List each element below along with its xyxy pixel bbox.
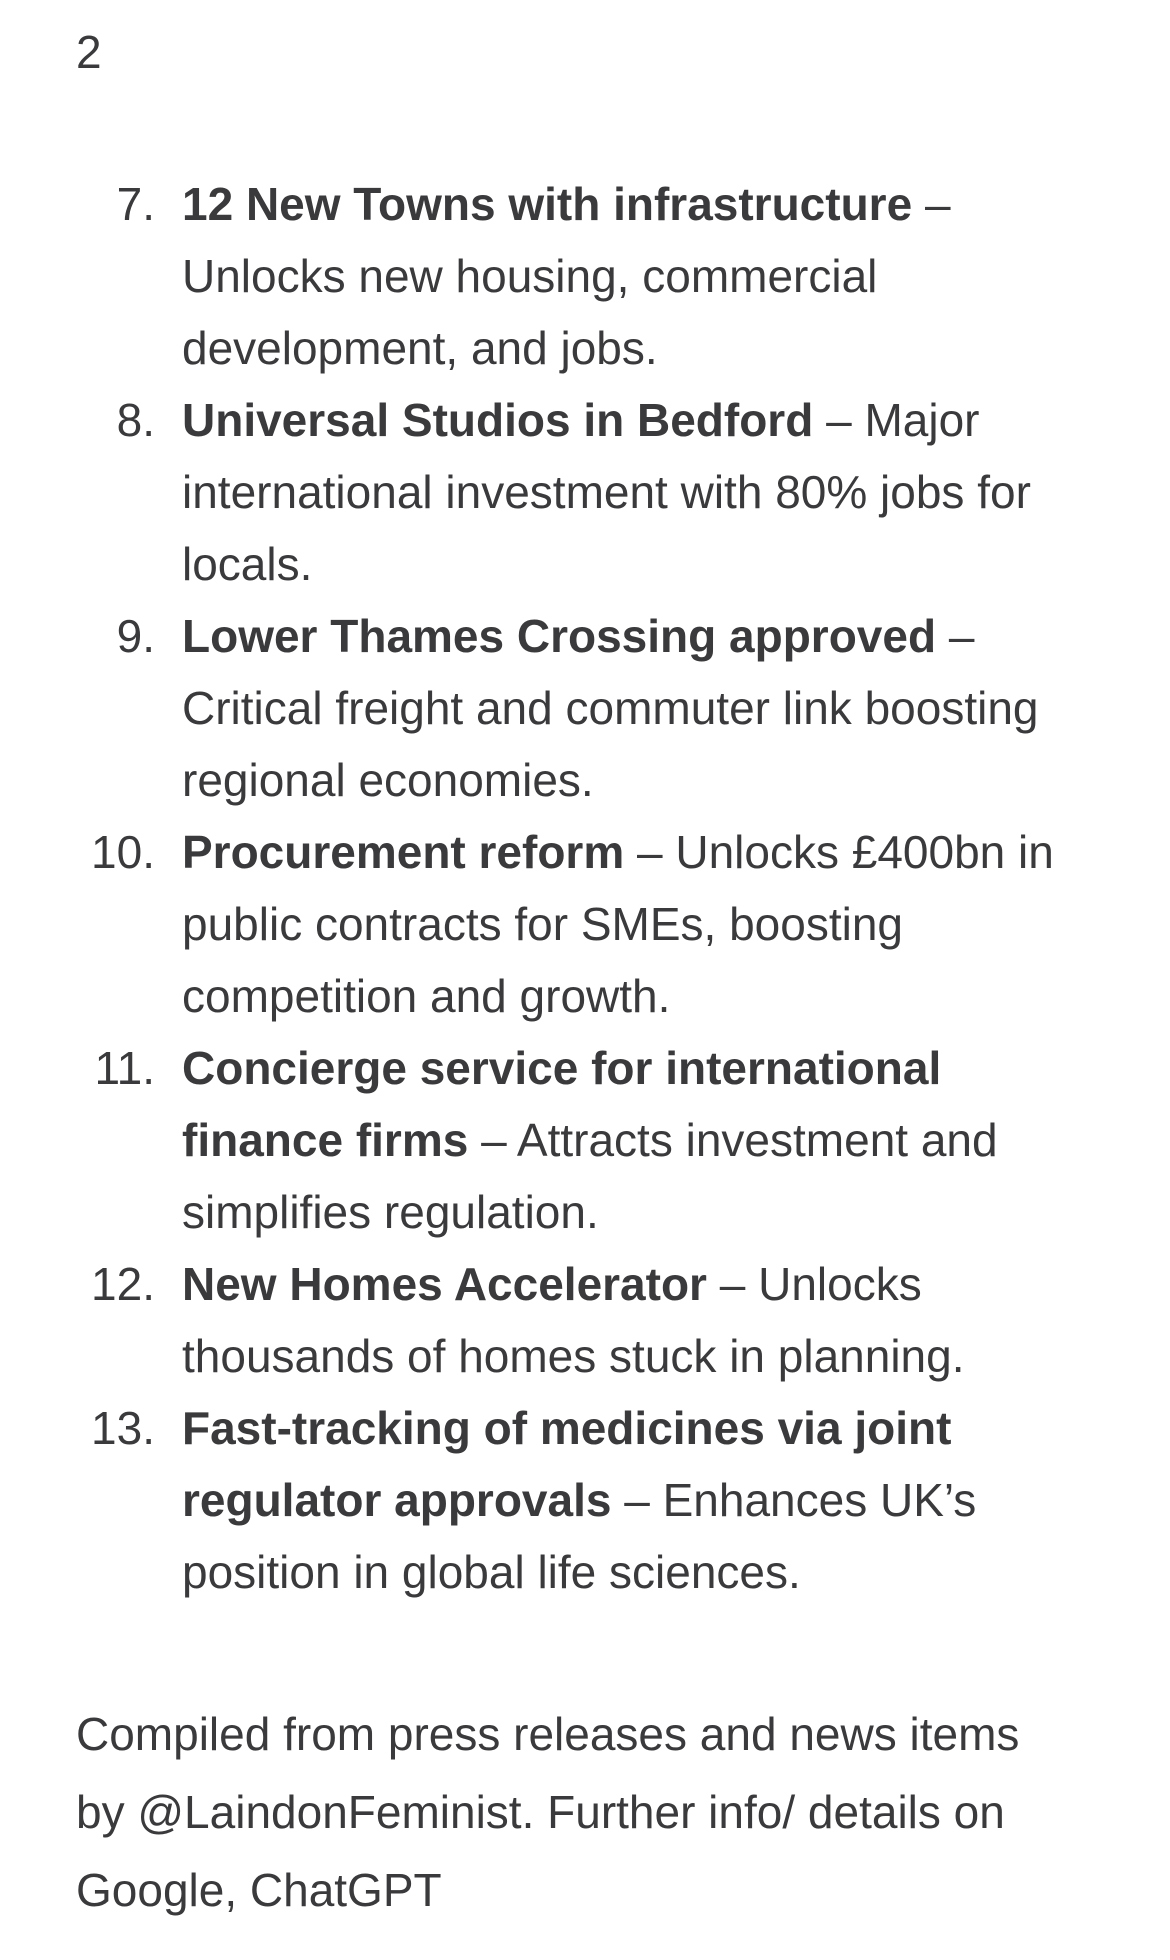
list-item-description: – Major international investment with 80% jobs for locals. xyxy=(182,394,1031,590)
list-item xyxy=(0,600,1170,816)
list-item-text xyxy=(182,816,1082,1032)
list-item-text xyxy=(182,384,1082,600)
list-item-title: Procurement reform xyxy=(182,826,625,878)
list-item xyxy=(0,816,1170,1032)
list-item-title: Universal Studios in Bedford xyxy=(182,394,814,446)
numbered-list xyxy=(0,168,1170,1608)
list-item xyxy=(0,1032,1170,1248)
list-item xyxy=(0,1392,1170,1608)
list-item-text xyxy=(182,1392,1082,1608)
list-item-description: – Enhances UK’s position in global life sciences. xyxy=(182,1474,977,1598)
list-item-title: Lower Thames Crossing approved xyxy=(182,610,937,662)
list-item-description: – Critical freight and commuter link boosting regional economies. xyxy=(182,610,1039,806)
list-item-number: 12. xyxy=(91,1258,155,1310)
list-item-title: Concierge service for international finance firms xyxy=(182,1042,942,1166)
list-item-description: – Unlocks £400bn in public contracts for SMEs, boosting competition and growth. xyxy=(182,826,1054,1022)
list-item-description: – Unlocks thousands of homes stuck in planning. xyxy=(182,1258,965,1382)
list-item-text xyxy=(182,600,1082,816)
list-item-number: 7. xyxy=(116,178,155,230)
list-item-description: – Unlocks new housing, commercial development, and jobs. xyxy=(182,178,951,374)
footer-note: Compiled from press releases and news items by @LaindonFeminist. Further info/ details on Google, ChatGPT xyxy=(76,1708,1020,1916)
list-item-number: 11. xyxy=(94,1042,155,1094)
list-item-number: 9. xyxy=(116,610,155,662)
list-item-title: New Homes Accelerator xyxy=(182,1258,707,1310)
list-item xyxy=(0,1248,1170,1392)
list-item-title: 12 New Towns with infrastructure xyxy=(182,178,913,230)
list-item-number: 13. xyxy=(91,1402,155,1454)
list-item-text xyxy=(182,1248,1082,1392)
page-number: 2 xyxy=(76,26,102,78)
list-item-description: – Attracts investment and simplifies regulation. xyxy=(182,1114,998,1238)
list-item-number: 8. xyxy=(116,394,155,446)
list-item-text xyxy=(182,1032,1082,1248)
list-item-title: Fast-tracking of medicines via joint regulator approvals xyxy=(182,1402,952,1526)
list-item-number: 10. xyxy=(91,826,155,878)
list-item-text xyxy=(182,168,1082,384)
list-item xyxy=(0,384,1170,600)
list-item xyxy=(0,168,1170,384)
